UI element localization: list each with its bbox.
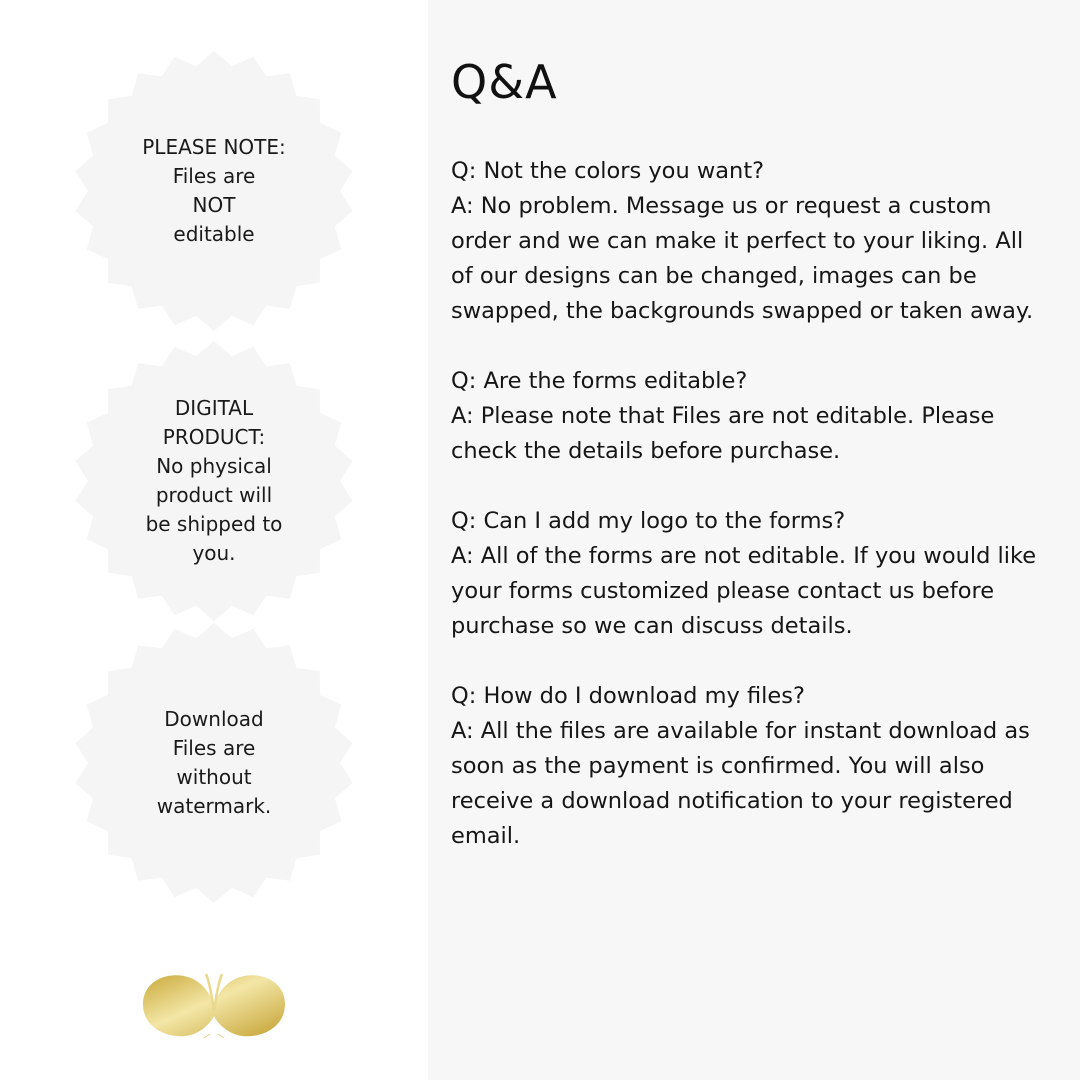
qa-question: Q: Are the forms editable? [451, 368, 748, 394]
digital-product-badge [73, 340, 355, 622]
qa-question: Q: Not the colors you want? [451, 158, 765, 184]
badge-text-digital-product: DIGITAL PRODUCT: No physical product will be shipped to you. [145, 396, 283, 565]
qa-answer: A: No problem. Message us or request a custom order and we can make it perfect to your liking. All of our designs can be changed, images can be swapped, the backgrounds swapped or taken away. [451, 193, 1034, 324]
qa-list [451, 154, 1051, 889]
qa-answer: A: All of the forms are not editable. If you would like your forms customized please contact us before purchase so we can discuss details. [451, 543, 1037, 639]
qa-title: Q&A [451, 55, 558, 109]
left-panel [0, 0, 428, 1080]
gold-butterfly-logo-icon [138, 966, 290, 1046]
badge-text-download: Download Files are without watermark. [156, 707, 272, 818]
qa-answer: A: All the files are available for instant download as soon as the payment is confirmed. You will also receive a download notification to your registered email. [451, 718, 1030, 849]
badge-text-not-editable: PLEASE NOTE: Files are NOT editable [142, 135, 286, 246]
qa-item [451, 679, 1051, 854]
qa-item [451, 364, 1051, 469]
qa-answer: A: Please note that Files are not editable. Please check the details before purchase. [451, 403, 995, 464]
qa-question: Q: Can I add my logo to the forms? [451, 508, 846, 534]
qa-item [451, 154, 1051, 329]
note-badge [73, 50, 355, 332]
qa-item [451, 504, 1051, 644]
qa-question: Q: How do I download my files? [451, 683, 805, 709]
watermark-badge [73, 622, 355, 904]
